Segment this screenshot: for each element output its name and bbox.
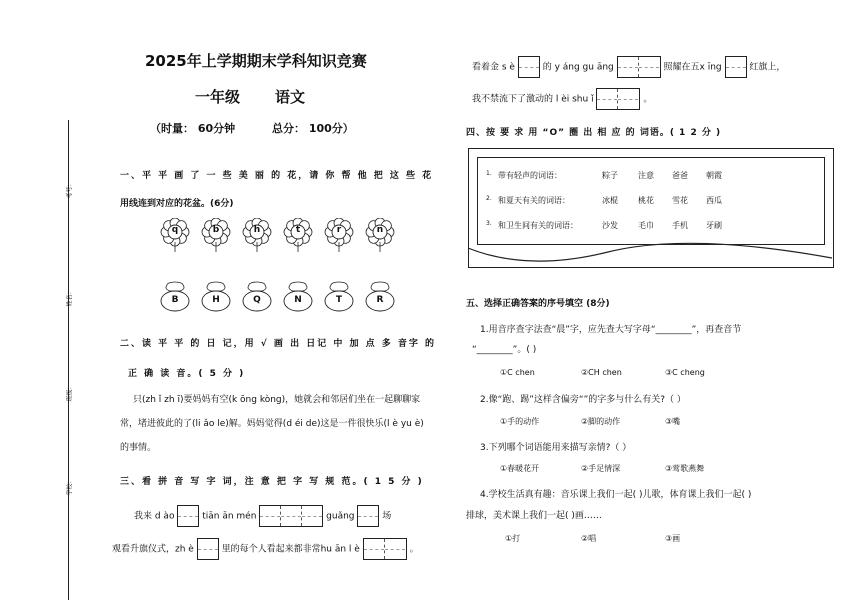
pinyin-dao: 我来 d ào (134, 511, 175, 522)
pinyin-guang: guǎng (326, 511, 355, 522)
word-choice[interactable]: 朝霞 (706, 171, 722, 180)
pot-H[interactable] (201, 279, 231, 313)
pot-letter: T (335, 295, 343, 305)
row-number: 3. (486, 220, 492, 227)
word-choice[interactable]: 雪花 (672, 196, 688, 205)
word-choice[interactable]: 手机 (672, 221, 688, 230)
margin-label-id: 考号： (66, 180, 74, 199)
pinyin-line-4 (472, 88, 652, 110)
answer-box[interactable] (363, 538, 407, 560)
q4-line-a: 4.学校生活真有趣：音乐课上我们一起( )儿歌，体育课上我们一起( ) (480, 490, 752, 500)
section4-heading: 四、按 要 求 用 “O” 圈 出 相 应 的 词语。( 1 2 分 ) (466, 128, 722, 138)
q4-opt-3[interactable]: ③画 (665, 534, 681, 543)
torn-edge (468, 148, 832, 266)
margin-label-class: 班级： (66, 383, 74, 402)
section5-heading: 五、选择正确答案的序号填空 (8分) (466, 299, 610, 309)
margin-label-name: 姓名： (66, 288, 74, 307)
word-choice[interactable]: 西瓜 (706, 196, 722, 205)
row-number: 2. (486, 195, 492, 202)
flower-h[interactable] (242, 218, 272, 252)
q3-opt-3[interactable]: ③莺歌燕舞 (665, 464, 705, 473)
row-label: 带有轻声的词语： (498, 171, 562, 180)
answer-box[interactable] (357, 505, 379, 527)
pot-B[interactable] (160, 279, 190, 313)
pinyin-line-3 (472, 56, 785, 78)
q2-opt-3[interactable]: ③嘴 (665, 417, 681, 426)
word-choice[interactable]: 沙发 (602, 221, 618, 230)
flower-n[interactable] (365, 218, 395, 252)
word-choice[interactable]: 粽子 (602, 171, 618, 180)
pot-letter: B (171, 295, 179, 305)
pinyin-leishui: 我不禁流下了激动的 l èi shu ǐ (472, 94, 594, 105)
q1-line-a: 1.用音序查字法查“晨”字，应先查大写字母“________”，再查音节 (480, 325, 742, 335)
pot-letter: R (376, 295, 384, 305)
exam-score: 总分： 100分） (272, 122, 354, 135)
flower-letter: r (336, 225, 342, 235)
grade-label: 一年级 (195, 88, 241, 106)
answer-box[interactable] (596, 88, 640, 110)
flower-b[interactable] (201, 218, 231, 252)
q3-text: 3.下列哪个词语能用来描写亲情?（ ） (480, 443, 632, 453)
word-table (468, 148, 834, 268)
word-choice[interactable]: 毛巾 (638, 221, 654, 230)
flower-r[interactable] (324, 218, 354, 252)
text-flag: 红旗上， (749, 62, 786, 73)
row-label: 和夏天有关的词语： (498, 196, 570, 205)
answer-box[interactable] (518, 56, 540, 78)
q2-opt-1[interactable]: ①手的动作 (500, 417, 540, 426)
diary-line-1: 只(zh ǐ zh ī)要妈妈有空(k ōng kòng)，她就会和邻居们坐在一起聊聊家 (133, 395, 421, 405)
exam-title: 2025年上学期期末学科知识竞赛 (145, 52, 367, 70)
diary-line-2: 常，堵进彼此的了(li ǎo le)解。妈妈觉得(d éi de)这是一件很快乐(l è yu è) (120, 419, 424, 429)
pinyin-se: 看着金 s è (472, 62, 515, 73)
pot-Q[interactable] (242, 279, 272, 313)
section3-heading: 三、看 拼 音 写 字 词，注 意 把 字 写 规 范。( 1 5 分 ) (120, 477, 424, 487)
pinyin-line-2 (112, 538, 419, 560)
flower-t[interactable] (283, 218, 313, 252)
pot-T[interactable] (324, 279, 354, 313)
row-label: 和卫生间有关的词语： (498, 221, 578, 230)
word-choice[interactable]: 牙刷 (706, 221, 722, 230)
pot-letter: Q (253, 295, 261, 305)
flower-q[interactable] (160, 218, 190, 252)
flower-letter: q (171, 225, 179, 235)
q1-line-b: “________”。( ) (472, 345, 537, 355)
diary-line-3: 的事情。 (120, 443, 157, 453)
pot-letter: H (212, 295, 220, 305)
pinyin-huanle: 里的每个人看起来都非常hu ān l è (221, 544, 360, 555)
word-choice[interactable]: 桃花 (638, 196, 654, 205)
pinyin-tiananmen: tiān ān mén (202, 511, 257, 522)
q3-opt-1[interactable]: ①春暖花开 (500, 464, 540, 473)
word-choice[interactable]: 爸爸 (672, 171, 688, 180)
answer-box[interactable] (177, 505, 199, 527)
answer-box[interactable] (259, 505, 323, 527)
flower-letter: h (253, 225, 261, 235)
pot-R[interactable] (365, 279, 395, 313)
q2-text: 2.像“跑、踢”这样含偏旁“”的字多与什么有关?（ ） (480, 395, 686, 405)
word-choice[interactable]: 注意 (638, 171, 654, 180)
row-number: 1. (486, 170, 492, 177)
pinyin-xing: 照耀在五x īng (663, 62, 722, 73)
answer-box[interactable] (617, 56, 661, 78)
pinyin-yangguang: 的 y áng gu āng (542, 62, 614, 73)
q1-opt-2[interactable]: ②CH chen (581, 368, 622, 377)
q1-opt-1[interactable]: ①C chen (500, 368, 535, 377)
flower-letter: t (295, 225, 301, 235)
exam-time: （时量： 60分钟 (150, 122, 236, 135)
section1-heading2: 用线连到对应的花盆。(6分) (120, 199, 234, 209)
q4-line-b: 排球，美术课上我们一起( )画…… (466, 511, 602, 521)
q4-opt-2[interactable]: ②唱 (581, 534, 597, 543)
q4-opt-1[interactable]: ①打 (505, 534, 521, 543)
pot-letter: N (294, 295, 302, 305)
section2-heading2: 正 确 读 音。( 5 分 ) (128, 369, 246, 379)
pinyin-zhe: 观看升旗仪式，zh è (112, 544, 194, 555)
subject-label: 语文 (275, 88, 306, 106)
pinyin-line-1 (134, 505, 391, 527)
q3-opt-2[interactable]: ②手足情深 (581, 464, 621, 473)
flower-letter: b (212, 225, 220, 235)
answer-box[interactable] (197, 538, 219, 560)
period: 。 (409, 544, 419, 555)
q1-opt-3[interactable]: ③C cheng (665, 368, 705, 377)
section1-heading: 一、平 平 画 了 一 些 美 丽 的 花，请 你 帮 他 把 这 些 花 (120, 171, 434, 181)
word-choice[interactable]: 冰棍 (602, 196, 618, 205)
flower-letter: n (376, 225, 384, 235)
period: 。 (643, 94, 653, 105)
section2-heading: 二、读 平 平 的 日 记，用 √ 画 出 日记 中 加 点 多 音字 的 (120, 339, 437, 349)
margin-label-school: 学校： (66, 477, 74, 496)
char-chang: 场 (382, 511, 392, 522)
pot-N[interactable] (283, 279, 313, 313)
answer-box[interactable] (725, 56, 747, 78)
q2-opt-2[interactable]: ②脚的动作 (581, 417, 621, 426)
